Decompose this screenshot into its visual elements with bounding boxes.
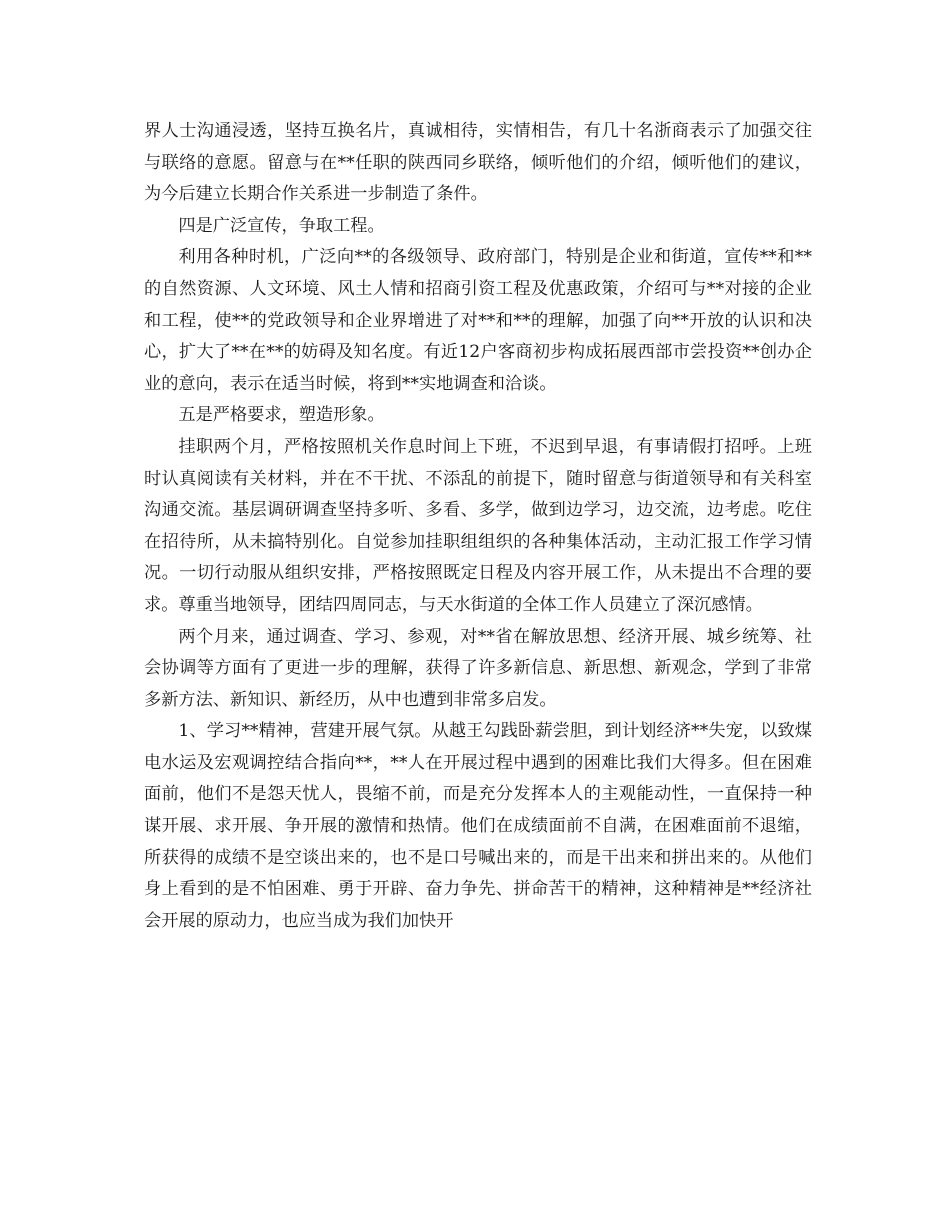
paragraph-summary: 两个月来，通过调查、学习、参观，对**省在解放思想、经济开展、城乡统筹、社会协调等方面有了更进一步的理解，获得了许多新信息、新思想、新观念，学到了非常多新方法、新知识、新经历，从中也遭到非常多启发。 bbox=[144, 626, 812, 710]
paragraph-continuation: 界人士沟通浸透，坚持互换名片，真诚相待，实情相告，有几十名浙商表示了加强交往与联络的意愿。留意与在**任职的陕西同乡联络，倾听他们的介绍，倾听他们的建议，为今后建立长期合作关系进一步制造了条件。 bbox=[144, 121, 812, 205]
paragraph-discipline: 挂职两个月，严格按照机关作息时间上下班，不迟到早退，有事请假打招呼。上班时认真阅读有关材料，并在不干扰、不添乱的前提下，随时留意与街道领导和有关科室沟通交流。基层调研调查坚持多听、多看、多学，做到边学习，边交流，边考虑。吃住在招待所，从未搞特别化。自觉参加挂职组组织的各种集体活动，主动汇报工作学习情况。一切行动服从组织安排，严格按照既定日程及内容开展工作，从未提出不合理的要求。尊重当地领导，团结四周同志，与天水街道的全体工作人员建立了深沉感情。 bbox=[144, 436, 812, 615]
paragraph-publicity: 利用各种时机，广泛向**的各级领导、政府部门，特别是企业和街道，宣传**和**的自然资源、人文环境、风土人情和招商引资工程及优惠政策，介绍可与**对接的企业和工程，使**的党政领导和企业界增进了对**和**的理解，加强了向**开放的认识和决心，扩大了**在**的妨碍及知名度。有近12户客商初步构成拓展西部市尝投资**创办企业的意向，表示在适当时候，将到**实地调查和洽谈。 bbox=[144, 247, 812, 394]
section-heading-4: 四是广泛宣传，争取工程。 bbox=[178, 215, 385, 236]
paragraph-point-1: 1、学习**精神，营建开展气氛。从越王勾践卧薪尝胆，到计划经济**失宠，以致煤电水运及宏观调控结合指向**，**人在开展过程中遇到的困难比我们大得多。但在困难面前，他们不是怨天忧人，畏缩不前，而是充分发挥本人的主观能动性，一直保持一种谋开展、求开展、争开展的激情和热情。他们在成绩面前不自满，在困难面前不退缩，所获得的成绩不是空谈出来的，也不是口号喊出来的，而是干出来和拼出来的。从他们身上看到的是不怕困难、勇于开辟、奋力争先、拼命苦干的精神，这种精神是**经济社会开展的原动力，也应当成为我们加快开 bbox=[144, 721, 812, 931]
document-body bbox=[144, 116, 812, 937]
section-heading-5: 五是严格要求，塑造形象。 bbox=[178, 405, 385, 426]
